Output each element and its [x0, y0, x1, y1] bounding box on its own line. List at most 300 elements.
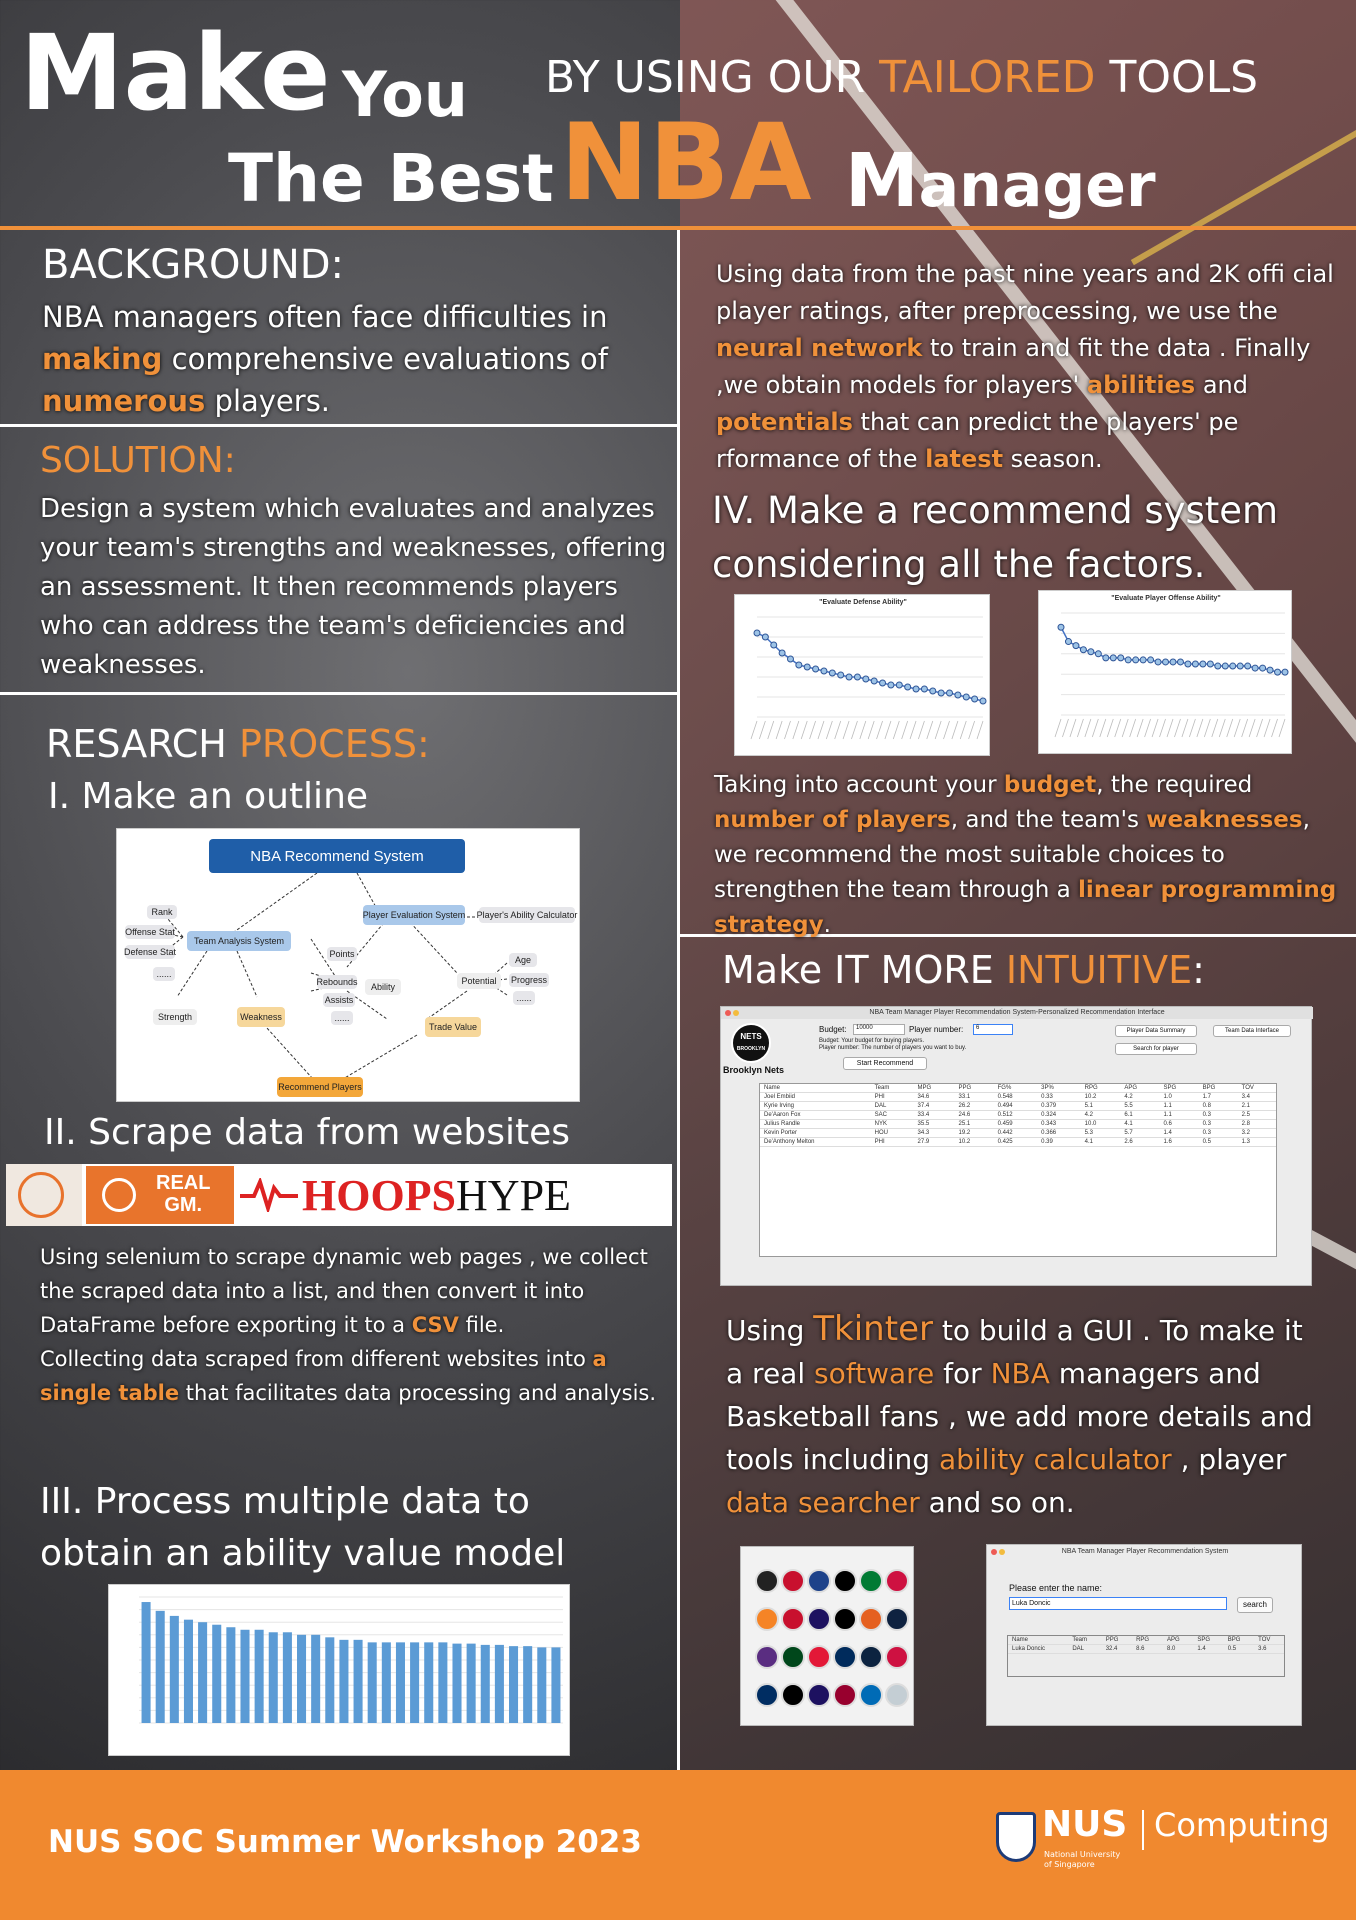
intuitive-text: Using Tkinter to build a GUI . To make it a real software for NBA managers and Basketball fans , we add more details and tools including ability calculator , player data searcher and so on.	[726, 1309, 1313, 1519]
tick-label-mark	[1212, 719, 1218, 737]
node-calculator: Player's Ability Calculator	[479, 907, 575, 923]
table-cell: 0.379	[1037, 1102, 1081, 1111]
data-point	[854, 674, 860, 680]
table-cell: 4.1	[1081, 1138, 1121, 1147]
team-logo-icon[interactable]	[781, 1607, 805, 1631]
bar-chart-svg	[109, 1585, 571, 1757]
table-cell: 8.6	[1132, 1645, 1163, 1654]
tick-label-mark	[927, 721, 933, 739]
vertical-divider	[677, 230, 680, 1770]
table-cell: Luka Doncic	[1008, 1645, 1068, 1654]
table-cell: 0.324	[1037, 1111, 1081, 1120]
table-header-row	[1008, 1636, 1284, 1645]
team-logo-icon[interactable]	[885, 1607, 909, 1631]
tick-label-mark	[969, 721, 975, 739]
team-logos-window	[740, 1546, 914, 1726]
data-point	[972, 696, 978, 702]
table-cell: Kyrie Irving	[760, 1102, 871, 1111]
tick-label-mark	[877, 721, 883, 739]
data-point	[896, 682, 902, 688]
data-point	[1133, 657, 1139, 663]
tick-label-mark	[1070, 719, 1076, 737]
data-point	[1207, 661, 1213, 667]
data-point	[905, 684, 911, 690]
table-cell: 6.1	[1120, 1111, 1159, 1120]
team-logo-icon[interactable]	[833, 1683, 857, 1707]
node-assists: Assists	[324, 995, 354, 1005]
tick-label-mark	[1227, 719, 1233, 737]
data-point	[846, 674, 852, 680]
tick-label-mark	[1100, 719, 1106, 737]
column-header: PPG	[955, 1084, 994, 1093]
node-rank: Rank	[147, 905, 177, 919]
data-point	[1125, 657, 1131, 663]
node-root: NBA Recommend System	[209, 839, 465, 873]
scrape-text: Using selenium to scrape dynamic web pages , we collect the scraped data into a list, and then convert it into DataFrame before exporting it to a CSV file. Collecting data scraped from different websites into a single table that facilitates data processing and analysis.	[40, 1245, 657, 1405]
bar	[240, 1630, 249, 1723]
bar	[396, 1642, 405, 1723]
title-you: You	[342, 58, 468, 131]
bar	[481, 1645, 490, 1723]
tagline: BY USING OUR TAILORED TOOLS	[545, 52, 1259, 103]
bar	[551, 1647, 560, 1723]
team-logo-icon[interactable]	[807, 1607, 831, 1631]
table-cell: 33.4	[914, 1111, 955, 1120]
search-gui-window	[986, 1544, 1302, 1726]
node-ability: Ability	[365, 979, 401, 995]
table-cell: 0.343	[1037, 1120, 1081, 1129]
tick-label-mark	[784, 721, 790, 739]
start-recommend-button[interactable]: Start Recommend	[843, 1057, 927, 1070]
data-point	[1088, 649, 1094, 655]
divider-solution	[0, 692, 677, 695]
nus-sub-1: National University	[1044, 1850, 1121, 1859]
budget-input[interactable]: 10000	[853, 1024, 905, 1035]
bar	[410, 1642, 419, 1723]
tick-label-mark	[801, 721, 807, 739]
team-logo-icon[interactable]	[833, 1607, 857, 1631]
data-point	[779, 650, 785, 656]
tick-label-mark	[1062, 719, 1068, 737]
bar	[156, 1611, 165, 1723]
table-cell: 2.1	[1238, 1102, 1276, 1111]
tick-label-mark	[868, 721, 874, 739]
player-summary-button[interactable]: Player Data Summary	[1115, 1025, 1197, 1037]
window-titlebar	[721, 1007, 1313, 1019]
table-cell: 1.7	[1199, 1093, 1238, 1102]
table-cell: 1.1	[1159, 1102, 1198, 1111]
table-cell: 27.9	[914, 1138, 955, 1147]
basketball-icon	[102, 1178, 136, 1212]
team-logo-icon[interactable]	[807, 1683, 831, 1707]
bar	[170, 1616, 179, 1723]
tick-label-mark	[1249, 719, 1255, 737]
node-progress: Progress	[510, 975, 547, 985]
tick-label-mark	[1264, 719, 1270, 737]
tick-label-mark	[751, 721, 757, 739]
basketball-icon	[18, 1172, 64, 1218]
search-window-title: NBA Team Manager Player Recommendation System	[1061, 1548, 1229, 1555]
data-point	[796, 662, 802, 668]
table-cell: 0.425	[994, 1138, 1038, 1147]
team-logo-icon[interactable]	[833, 1645, 857, 1669]
data-point	[1170, 659, 1176, 665]
node-strength: Strength	[153, 1009, 197, 1025]
table-cell: PHI	[871, 1093, 914, 1102]
node-dots-mid: ......	[331, 1011, 353, 1025]
column-header: RPG	[1081, 1084, 1121, 1093]
search-name-input[interactable]: Luka Doncic	[1009, 1597, 1227, 1610]
bar	[438, 1642, 447, 1723]
data-point	[1260, 665, 1266, 671]
data-point	[1140, 657, 1146, 663]
team-data-button[interactable]: Team Data Interface	[1213, 1025, 1291, 1037]
nus-logo-text: NUS	[1042, 1804, 1128, 1845]
table-cell: Julius Randle	[760, 1120, 871, 1129]
defense-chart-svg	[735, 595, 991, 757]
search-player-button[interactable]: Search for player	[1115, 1043, 1197, 1055]
node-dots-right: ......	[513, 991, 535, 1005]
team-logo-icon[interactable]	[859, 1607, 883, 1631]
bar	[354, 1640, 363, 1723]
table-cell: 5.3	[1081, 1129, 1121, 1138]
table-row[interactable]	[760, 1138, 1276, 1147]
column-header: Team	[1068, 1636, 1101, 1645]
table-cell: 33.1	[955, 1093, 994, 1102]
step-1-heading: I. Make an outline	[48, 776, 369, 817]
table-cell: Kevin Porter	[760, 1129, 871, 1138]
data-point	[1177, 659, 1183, 665]
data-point	[1095, 651, 1101, 657]
table-cell: 1.6	[1159, 1138, 1198, 1147]
recommend-text: Taking into account your budget, the required number of players, and the team's weaknesses, we recommend the most suitable choices to strengthen the team through a linear programming strategy.	[714, 772, 1337, 938]
table-cell: 1.0	[1159, 1093, 1198, 1102]
workshop-title: NUS SOC Summer Workshop 2023	[48, 1824, 642, 1860]
table-row[interactable]	[760, 1129, 1276, 1138]
bar	[537, 1647, 546, 1723]
column-header: 3P%	[1037, 1084, 1081, 1093]
tick-label-mark	[793, 721, 799, 739]
tick-label-mark	[1204, 719, 1210, 737]
data-point	[1118, 655, 1124, 661]
table-cell: 34.3	[914, 1129, 955, 1138]
table-cell: 19.2	[955, 1129, 994, 1138]
data-point	[1252, 665, 1258, 671]
tick-label-mark	[1077, 719, 1083, 737]
team-logo-icon[interactable]	[755, 1683, 779, 1707]
table-cell: 0.39	[1037, 1138, 1081, 1147]
column-header: FG%	[994, 1084, 1038, 1093]
ability-bar-chart	[108, 1584, 570, 1756]
heartbeat-icon	[240, 1178, 298, 1212]
hoopshype-logo: HOOPSHYPE	[302, 1171, 571, 1220]
process-heading: RESARCH PROCESS:	[46, 722, 430, 766]
budget-label: Budget:	[819, 1025, 847, 1034]
title-nba: NBA	[560, 101, 812, 224]
realgm-logo	[86, 1166, 234, 1224]
column-header: TOV	[1254, 1636, 1284, 1645]
team-logo-icon[interactable]	[755, 1607, 779, 1631]
table-cell: SAC	[871, 1111, 914, 1120]
data-point	[913, 686, 919, 692]
column-header: APG	[1120, 1084, 1159, 1093]
tick-label-mark	[893, 721, 899, 739]
column-header: BPG	[1224, 1636, 1254, 1645]
tick-label-mark	[1167, 719, 1173, 737]
table-cell: 8.0	[1163, 1645, 1193, 1654]
data-point	[1065, 639, 1071, 645]
tick-label-mark	[860, 721, 866, 739]
bar	[142, 1602, 151, 1723]
table-cell: De'Anthony Melton	[760, 1138, 871, 1147]
table-row[interactable]	[1008, 1645, 1284, 1654]
table-cell: 0.459	[994, 1120, 1038, 1129]
data-point	[1222, 663, 1228, 669]
data-point	[1155, 659, 1161, 665]
data-point	[1200, 661, 1206, 667]
table-row[interactable]	[760, 1093, 1276, 1102]
offense-ability-chart	[1038, 590, 1292, 754]
step-3-heading: III. Process multiple data to obtain an ability value model	[40, 1481, 566, 1574]
table-cell: 5.7	[1120, 1129, 1159, 1138]
nus-crest-icon	[996, 1812, 1036, 1862]
bar	[452, 1644, 461, 1723]
column-header: MPG	[914, 1084, 955, 1093]
column-header: Name	[760, 1084, 871, 1093]
tick-label-mark	[1085, 719, 1091, 737]
tick-label-mark	[1115, 719, 1121, 737]
tick-label-mark	[818, 721, 824, 739]
node-points: Points	[327, 947, 357, 961]
bar	[339, 1640, 348, 1723]
data-point	[754, 630, 760, 636]
team-logo-icon[interactable]	[859, 1569, 883, 1593]
node-weakness: Weakness	[237, 1007, 285, 1027]
table-cell: 1.4	[1193, 1645, 1223, 1654]
tick-label-mark	[1234, 719, 1240, 737]
data-point	[1275, 669, 1281, 675]
table-cell: 5.5	[1120, 1102, 1159, 1111]
search-result-table	[1007, 1635, 1285, 1677]
data-point	[1245, 663, 1251, 669]
table-cell: 0.8	[1199, 1102, 1238, 1111]
bar	[226, 1627, 235, 1723]
recommend-gui-window	[720, 1006, 1312, 1286]
data-point	[880, 680, 886, 686]
data-point	[1267, 667, 1273, 673]
table-cell: 0.6	[1159, 1120, 1198, 1129]
tick-label-mark	[1189, 719, 1195, 737]
offense-chart-title: "Evaluate Player Offense Ability"	[1111, 595, 1221, 602]
player-number-label: Player number:	[909, 1025, 964, 1034]
table-cell: 0.512	[994, 1111, 1038, 1120]
table-cell: 37.4	[914, 1102, 955, 1111]
data-point	[955, 692, 961, 698]
data-point	[871, 678, 877, 684]
tick-label-mark	[902, 721, 908, 739]
logo-divider	[1142, 1810, 1144, 1850]
tick-label-mark	[1137, 719, 1143, 737]
tick-label-mark	[1257, 719, 1263, 737]
data-point	[1237, 663, 1243, 669]
divider-background	[0, 424, 677, 427]
table-row[interactable]	[760, 1111, 1276, 1120]
team-logo-icon[interactable]	[807, 1569, 831, 1593]
table-cell: 5.1	[1081, 1102, 1121, 1111]
intuitive-heading: Make IT MORE INTUITIVE:	[722, 948, 1205, 992]
model-text: Using data from the past nine years and 2K offi cial player ratings, after preprocessing, we use the neural network to train and fit the data . Finally ,we obtain models for players' abilities and potentials that can predict the players' pe rformance of the latest season.	[716, 260, 1334, 473]
tick-label-mark	[885, 721, 891, 739]
tick-label-mark	[1122, 719, 1128, 737]
step-4-heading: IV. Make a recommend system considering all the factors.	[712, 489, 1279, 586]
table-row[interactable]	[760, 1120, 1276, 1129]
bar	[424, 1642, 433, 1723]
data-point	[821, 668, 827, 674]
offense-chart-svg	[1039, 591, 1293, 755]
table-cell: 0.3	[1199, 1111, 1238, 1120]
tick-label-mark	[935, 721, 941, 739]
table-cell: DAL	[1068, 1645, 1101, 1654]
data-point	[762, 634, 768, 640]
table-cell: 10.0	[1081, 1120, 1121, 1129]
column-header: SPG	[1193, 1636, 1223, 1645]
node-age: Age	[509, 953, 537, 967]
node-team-system: Team Analysis System	[187, 931, 291, 951]
table-cell: 0.33	[1037, 1093, 1081, 1102]
data-point	[888, 682, 894, 688]
tick-label-mark	[768, 721, 774, 739]
team-logo-icon[interactable]	[781, 1569, 805, 1593]
table-cell: 0.548	[994, 1093, 1038, 1102]
tick-label-mark	[1160, 719, 1166, 737]
computing-logo-text: Computing	[1154, 1806, 1330, 1844]
table-cell: NYK	[871, 1120, 914, 1129]
bar	[368, 1642, 377, 1723]
team-logo-icon[interactable]	[755, 1569, 779, 1593]
table-cell: 0.366	[1037, 1129, 1081, 1138]
node-dots-left: ......	[153, 967, 175, 981]
tick-label-mark	[1279, 719, 1285, 737]
tick-label-mark	[1152, 719, 1158, 737]
table-cell: 0.494	[994, 1102, 1038, 1111]
data-point	[1058, 624, 1064, 630]
table-cell: 0.442	[994, 1129, 1038, 1138]
data-point	[963, 694, 969, 700]
team-logo-icon[interactable]	[781, 1645, 805, 1669]
data-point	[938, 690, 944, 696]
realgm-text: REAL GM.	[156, 1172, 211, 1216]
table-cell: 25.1	[955, 1120, 994, 1129]
table-cell: 34.6	[914, 1093, 955, 1102]
team-logo-icon[interactable]	[885, 1569, 909, 1593]
tick-label-mark	[1272, 719, 1278, 737]
bar	[297, 1635, 306, 1723]
data-point	[1282, 669, 1288, 675]
tick-label-mark	[960, 721, 966, 739]
solution-heading: SOLUTION:	[40, 440, 236, 481]
data-point	[771, 642, 777, 648]
tick-label-mark	[759, 721, 765, 739]
table-cell: DAL	[871, 1102, 914, 1111]
defense-chart-title: "Evaluate Defense Ability"	[819, 599, 907, 606]
data-point	[930, 688, 936, 694]
data-point	[1163, 659, 1169, 665]
tick-label-mark	[918, 721, 924, 739]
data-point	[1192, 661, 1198, 667]
column-header: Team	[871, 1084, 914, 1093]
column-header: Name	[1008, 1636, 1068, 1645]
tick-label-mark	[1174, 719, 1180, 737]
bar	[184, 1620, 193, 1723]
table-cell: PHI	[871, 1138, 914, 1147]
tick-label-mark	[851, 721, 857, 739]
team-logo-icon[interactable]	[833, 1569, 857, 1593]
table-cell: 1.1	[1159, 1111, 1198, 1120]
column-header: PPG	[1102, 1636, 1132, 1645]
search-button[interactable]: search	[1237, 1597, 1273, 1613]
node-rebounds: Rebounds	[316, 977, 358, 987]
bar	[325, 1637, 334, 1723]
nus-sub-2: of Singapore	[1044, 1860, 1095, 1869]
bar	[269, 1632, 278, 1723]
table-cell: 35.5	[914, 1120, 955, 1129]
table-cell: 2.5	[1238, 1111, 1276, 1120]
tick-label-mark	[826, 721, 832, 739]
table-cell: 2.6	[1120, 1138, 1159, 1147]
column-header: RPG	[1132, 1636, 1163, 1645]
node-potential: Potential	[457, 973, 501, 989]
window-title: NBA Team Manager Player Recommendation System-Personalized Recommendation Interface	[869, 1009, 1165, 1016]
column-header: SPG	[1159, 1084, 1198, 1093]
title-the-best: The Best	[228, 140, 554, 217]
tick-label-mark	[1182, 719, 1188, 737]
basketball-logo	[6, 1164, 82, 1226]
team-logo-icon[interactable]	[859, 1683, 883, 1707]
data-point	[1230, 663, 1236, 669]
nets-logo: NETS BROOKLYN	[731, 1023, 771, 1063]
data-point	[838, 672, 844, 678]
data-point	[813, 666, 819, 672]
recommend-table	[759, 1083, 1277, 1257]
table-cell: 3.4	[1238, 1093, 1276, 1102]
team-logo-icon[interactable]	[807, 1645, 831, 1669]
data-point	[1103, 655, 1109, 661]
node-defense: Defense Stat	[123, 947, 177, 957]
step-2-heading: II. Scrape data from websites	[44, 1112, 571, 1153]
column-header: BPG	[1199, 1084, 1238, 1093]
tick-label-mark	[944, 721, 950, 739]
table-cell: 4.2	[1081, 1111, 1121, 1120]
recommend-data-table	[760, 1084, 1276, 1147]
background-heading: BACKGROUND:	[42, 242, 345, 288]
table-header-row	[760, 1084, 1276, 1093]
table-cell: Joel Embiid	[760, 1093, 871, 1102]
table-row[interactable]	[760, 1102, 1276, 1111]
player-number-input[interactable]: 6	[973, 1024, 1013, 1035]
team-logo-icon[interactable]	[755, 1645, 779, 1669]
team-logo-icon[interactable]	[859, 1645, 883, 1669]
data-point	[947, 690, 953, 696]
team-logo-icon[interactable]	[781, 1683, 805, 1707]
tick-label-mark	[1197, 719, 1203, 737]
team-logo-icon[interactable]	[885, 1645, 909, 1669]
team-logo-icon[interactable]	[885, 1683, 909, 1707]
node-recommend: Recommend Players	[277, 1077, 363, 1097]
tick-label-mark	[843, 721, 849, 739]
table-cell: 1.3	[1238, 1138, 1276, 1147]
data-point	[1080, 647, 1086, 653]
budget-hint: Budget: Your budget for buying players.	[819, 1038, 925, 1044]
